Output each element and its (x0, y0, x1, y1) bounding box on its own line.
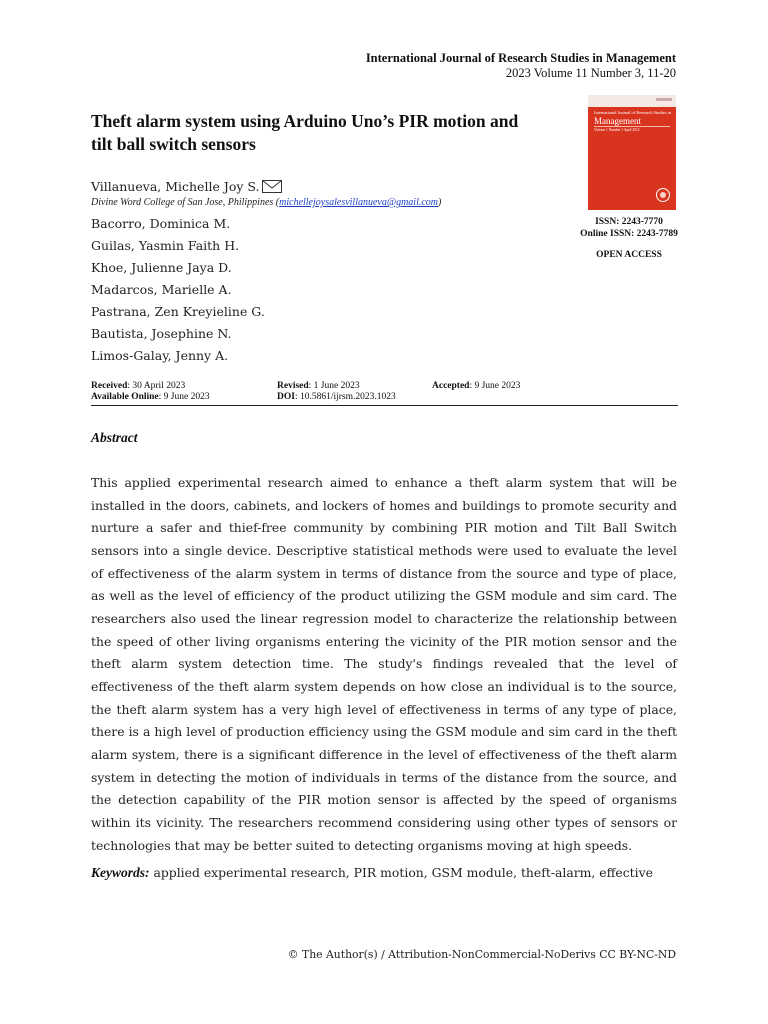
keywords-text: applied experimental research, PIR motion, GSM module, theft-alarm, effective (149, 865, 653, 880)
author-list (91, 177, 441, 368)
title-line-1: Theft alarm system using Arduino Uno’s PIR motion and (91, 111, 519, 131)
cover-volume: Volume 1 Number 1 April 2012 (594, 128, 640, 132)
envelope-icon[interactable] (262, 180, 282, 193)
author: Khoe, Julienne Jaya D. (91, 260, 232, 275)
author: Limos-Galay, Jenny A. (91, 348, 229, 363)
affiliation: Divine Word College of San Jose, Philippines (michellejoysalesvillanueva@gmail.com) (91, 197, 442, 208)
issn-online: Online ISSN: 2243-7789 (580, 229, 678, 239)
journal-name: International Journal of Research Studies in Management (365, 51, 676, 65)
keywords (91, 865, 653, 881)
issn-print: ISSN: 2243-7770 (595, 217, 663, 227)
author: Pastrana, Zen Kreyieline G. (91, 304, 265, 319)
author: Madarcos, Marielle A. (91, 282, 232, 297)
cover-title: Management (594, 116, 641, 126)
journal-header (366, 51, 676, 81)
keywords-label: Keywords: (91, 865, 150, 880)
doi[interactable]: DOI: 10.5861/ijrsm.2023.1023 (277, 392, 396, 402)
title-line-2: tilt ball switch sensors (91, 134, 256, 154)
journal-issue: 2023 Volume 11 Number 3, 11-20 (505, 66, 676, 80)
online-date: Available Online: 9 June 2023 (91, 392, 210, 402)
cover-subtitle: International Journal of Research Studies in (594, 110, 671, 115)
journal-cover-image (588, 95, 676, 210)
header-divider (91, 405, 678, 406)
accepted-date: Accepted: 9 June 2023 (432, 381, 521, 391)
abstract-heading: Abstract (91, 430, 138, 445)
author: Guilas, Yasmin Faith H. (91, 238, 240, 253)
abstract-text: This applied experimental research aimed to enhance a theft alarm system that will be installed in the doors, cabinets, and lockers of homes and buildings to promote security and nurture a safer and thief-free community by combining PIR motion and Tilt Ball Switch sensors into a single device. Descriptive statistical methods were used to evaluate the level of effectiveness of the alarm system in terms of distance from the source and type of place, as well as the level of efficiency of the product utilizing the GSM module and sim card. The researchers also used the linear regression model to characterize the relationship between the speed of other living organisms entering the vicinity of the PIR motion sensor and the theft alarm system detection time. The study's findings revealed that the level of effectiveness of the theft alarm system depends on how close an individual is to the source, the theft alarm system has a very high level of effectiveness in terms of any type of place, there is a high level of production efficiency using the GSM module and sim card in the theft alarm system, there is a significant difference in the level of effectiveness of the theft alarm system in detecting the motion of individuals in terms of the distance from the source, and the detection capability of the PIR motion sensor is affected by the speed of organisms within its vicinity. The researchers recommend considering using other types of sensors or technologies that may be better suited to detecting organisms moving at high speeds. (91, 475, 677, 853)
paper-title (91, 110, 561, 156)
email-link[interactable]: michellejoysalesvillanueva@gmail.com (279, 197, 439, 208)
issn-block (570, 216, 688, 240)
license-footer: © The Author(s) / Attribution-NonCommercial-NoDerivs CC BY-NC-ND (287, 948, 676, 961)
open-access-label: OPEN ACCESS (596, 250, 662, 260)
author: Bautista, Josephine N. (91, 326, 232, 341)
received-date: Received: 30 April 2023 (91, 381, 186, 391)
author: Bacorro, Dominica M. (91, 216, 231, 231)
publication-dates (91, 381, 678, 403)
corresponding-author: Villanueva, Michelle Joy S. (91, 177, 441, 199)
revised-date: Revised: 1 June 2023 (277, 381, 360, 391)
cover-logo-icon (656, 188, 670, 202)
